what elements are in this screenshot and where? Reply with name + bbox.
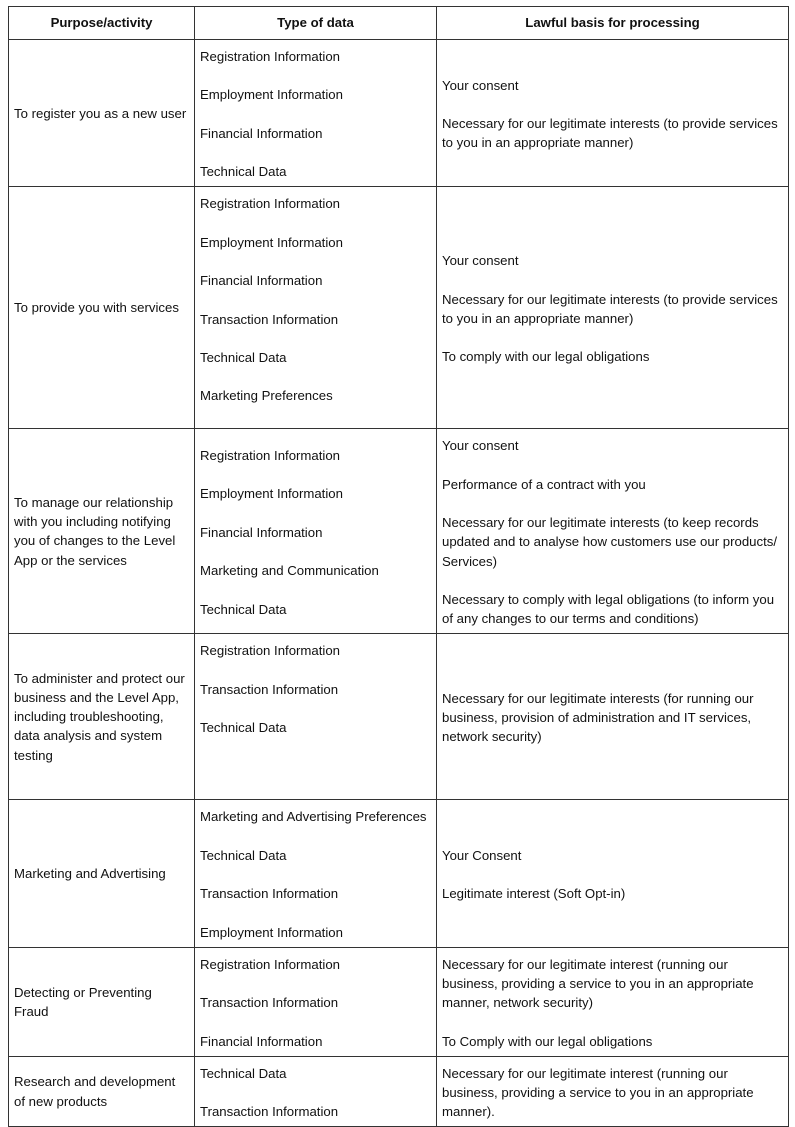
type-cell bbox=[195, 1056, 437, 1127]
basis-item: Necessary for our legitimate interests (to keep records updated and to analyse how customers use our products/ Services) bbox=[442, 515, 778, 569]
basis-cell bbox=[437, 40, 789, 187]
data-type-item: Transaction Information bbox=[200, 995, 339, 1011]
data-type-item: Transaction Information bbox=[200, 1104, 339, 1120]
data-type-item: Financial Information bbox=[200, 1033, 323, 1049]
purpose-cell: Marketing and Advertising bbox=[9, 800, 195, 947]
basis-cell bbox=[437, 187, 789, 429]
basis-item: To comply with our legal obligations bbox=[442, 349, 650, 365]
basis-item: Necessary for our legitimate interests (to provide services to you in an appropriate manner) bbox=[442, 291, 778, 326]
table-row bbox=[9, 40, 789, 187]
basis-cell bbox=[437, 947, 789, 1056]
table-row bbox=[9, 947, 789, 1056]
data-type-item: Registration Information bbox=[200, 49, 341, 64]
data-type-item: Marketing and Communication bbox=[200, 563, 379, 579]
data-type-item: Registration Information bbox=[200, 196, 341, 212]
table-row bbox=[9, 187, 789, 429]
table-row bbox=[9, 800, 789, 947]
table-row bbox=[9, 634, 789, 800]
data-type-item: Financial Information bbox=[200, 273, 323, 289]
basis-cell bbox=[437, 800, 789, 947]
purpose-cell: Research and development of new products bbox=[9, 1056, 195, 1127]
type-cell bbox=[195, 187, 437, 429]
type-cell bbox=[195, 634, 437, 800]
data-type-item: Employment Information bbox=[200, 486, 343, 502]
basis-item: Your consent bbox=[442, 438, 519, 454]
basis-item: Necessary for our legitimate interests (to provide services to you in an appropriate manner) bbox=[442, 116, 778, 151]
basis-item: Performance of a contract with you bbox=[442, 476, 646, 492]
data-type-item: Technical Data bbox=[200, 1065, 287, 1081]
header-type-of-data: Type of data bbox=[195, 7, 437, 40]
basis-item: Necessary to comply with legal obligations (to inform you of any changes to our terms and conditions) bbox=[442, 591, 775, 627]
basis-item: Necessary for our legitimate interest (running our business, providing a service to you in an appropriate manner). bbox=[442, 1065, 754, 1120]
purpose-cell: To register you as a new user bbox=[9, 40, 195, 187]
data-type-item: Technical Data bbox=[200, 164, 287, 180]
purpose-cell: To administer and protect our business and the Level App, including troubleshooting, data analysis and system testing bbox=[9, 634, 195, 800]
basis-item: Your consent bbox=[442, 253, 519, 269]
header-purpose: Purpose/activity bbox=[9, 7, 195, 40]
basis-cell bbox=[437, 634, 789, 800]
table-row bbox=[9, 1056, 789, 1127]
data-type-item: Employment Information bbox=[200, 87, 343, 103]
type-cell bbox=[195, 429, 437, 634]
data-type-item: Transaction Information bbox=[200, 886, 339, 902]
basis-item: To Comply with our legal obligations bbox=[442, 1033, 653, 1049]
type-cell bbox=[195, 800, 437, 947]
data-type-item: Marketing and Advertising Preferences bbox=[200, 809, 427, 825]
basis-item: Necessary for our legitimate interests (for running our business, provision of administration and IT services, network security) bbox=[442, 691, 754, 745]
basis-item: Your Consent bbox=[442, 847, 522, 863]
purpose-cell: Detecting or Preventing Fraud bbox=[9, 947, 195, 1056]
purpose-cell: To provide you with services bbox=[9, 187, 195, 429]
data-type-item: Technical Data bbox=[200, 349, 287, 365]
table-row bbox=[9, 429, 789, 634]
basis-item: Necessary for our legitimate interest (running our business, providing a service to you in an appropriate manner, network security) bbox=[442, 956, 754, 1011]
type-cell bbox=[195, 947, 437, 1056]
data-type-item: Registration Information bbox=[200, 956, 341, 972]
purpose-cell: To manage our relationship with you including notifying you of changes to the Level App or the services bbox=[9, 429, 195, 634]
data-type-item: Employment Information bbox=[200, 234, 343, 250]
data-type-item: Transaction Information bbox=[200, 681, 339, 697]
data-type-item: Technical Data bbox=[200, 720, 287, 736]
basis-cell bbox=[437, 429, 789, 634]
data-type-item: Transaction Information bbox=[200, 311, 339, 327]
header-row bbox=[9, 7, 789, 40]
header-lawful-basis: Lawful basis for processing bbox=[437, 7, 789, 40]
data-type-item: Employment Information bbox=[200, 924, 343, 940]
basis-item: Legitimate interest (Soft Opt-in) bbox=[442, 886, 626, 902]
data-type-item: Financial Information bbox=[200, 524, 323, 540]
lawful-basis-table bbox=[8, 6, 789, 1127]
data-type-item: Technical Data bbox=[200, 601, 287, 617]
data-type-item: Technical Data bbox=[200, 847, 287, 863]
data-type-item: Registration Information bbox=[200, 447, 341, 463]
basis-cell bbox=[437, 1056, 789, 1127]
data-type-item: Financial Information bbox=[200, 125, 323, 141]
type-cell bbox=[195, 40, 437, 187]
basis-item: Your consent bbox=[442, 77, 519, 93]
data-type-item: Registration Information bbox=[200, 643, 341, 659]
data-type-item: Marketing Preferences bbox=[200, 388, 333, 404]
